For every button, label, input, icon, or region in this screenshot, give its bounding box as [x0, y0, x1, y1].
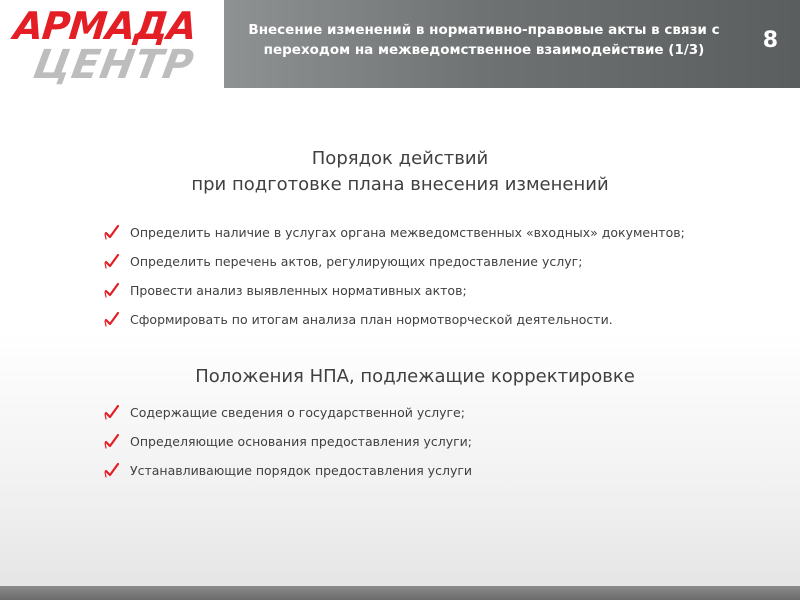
slide-title: Внесение изменений в нормативно-правовые акты в связи с переходом на межведомственное взаимодействие (1/3)	[248, 22, 720, 58]
list-item	[104, 430, 732, 453]
section1-heading-line1: Порядок действий	[311, 148, 489, 169]
checkmark-icon	[104, 224, 120, 240]
logo-text-armada: АРМАДА	[11, 4, 199, 48]
list-item-text: Провести анализ выявленных нормативных актов;	[130, 283, 467, 298]
footer-bar	[0, 586, 800, 600]
list-item	[104, 279, 732, 302]
list-item-text: Сформировать по итогам анализа план нормотворческой деятельности.	[130, 312, 613, 327]
section2-heading: Положения НПА, подлежащие корректировке	[195, 366, 635, 387]
section1-heading-line2: при подготовке плана внесения изменений	[191, 174, 609, 195]
checkmark-icon	[104, 462, 120, 478]
list-item-text: Устанавливающие порядок предоставления услуги	[130, 463, 473, 478]
list-item	[104, 308, 732, 331]
list-item-text: Определить наличие в услугах органа межведомственных «входных» документов;	[130, 225, 685, 240]
list-item	[104, 459, 732, 482]
checkmark-icon	[104, 282, 120, 298]
list-item	[104, 221, 732, 244]
list-item-text: Определяющие основания предоставления услуги;	[130, 434, 473, 449]
header-bar	[224, 0, 800, 88]
logo-text-centr: ЦЕНТР	[29, 42, 198, 88]
list-item	[104, 250, 732, 273]
checkmark-icon	[104, 404, 120, 420]
slide-number: 8	[762, 28, 778, 53]
list-item	[104, 401, 732, 424]
logo	[12, 4, 212, 88]
checkmark-icon	[104, 253, 120, 269]
section1-list	[104, 221, 732, 337]
list-item-text: Определить перечень актов, регулирующих предоставление услуг;	[130, 254, 583, 269]
checkmark-icon	[104, 433, 120, 449]
list-item-text: Содержащие сведения о государственной услуге;	[130, 405, 465, 420]
checkmark-icon	[104, 311, 120, 327]
section2-list	[104, 401, 732, 488]
section1-heading	[100, 146, 700, 198]
